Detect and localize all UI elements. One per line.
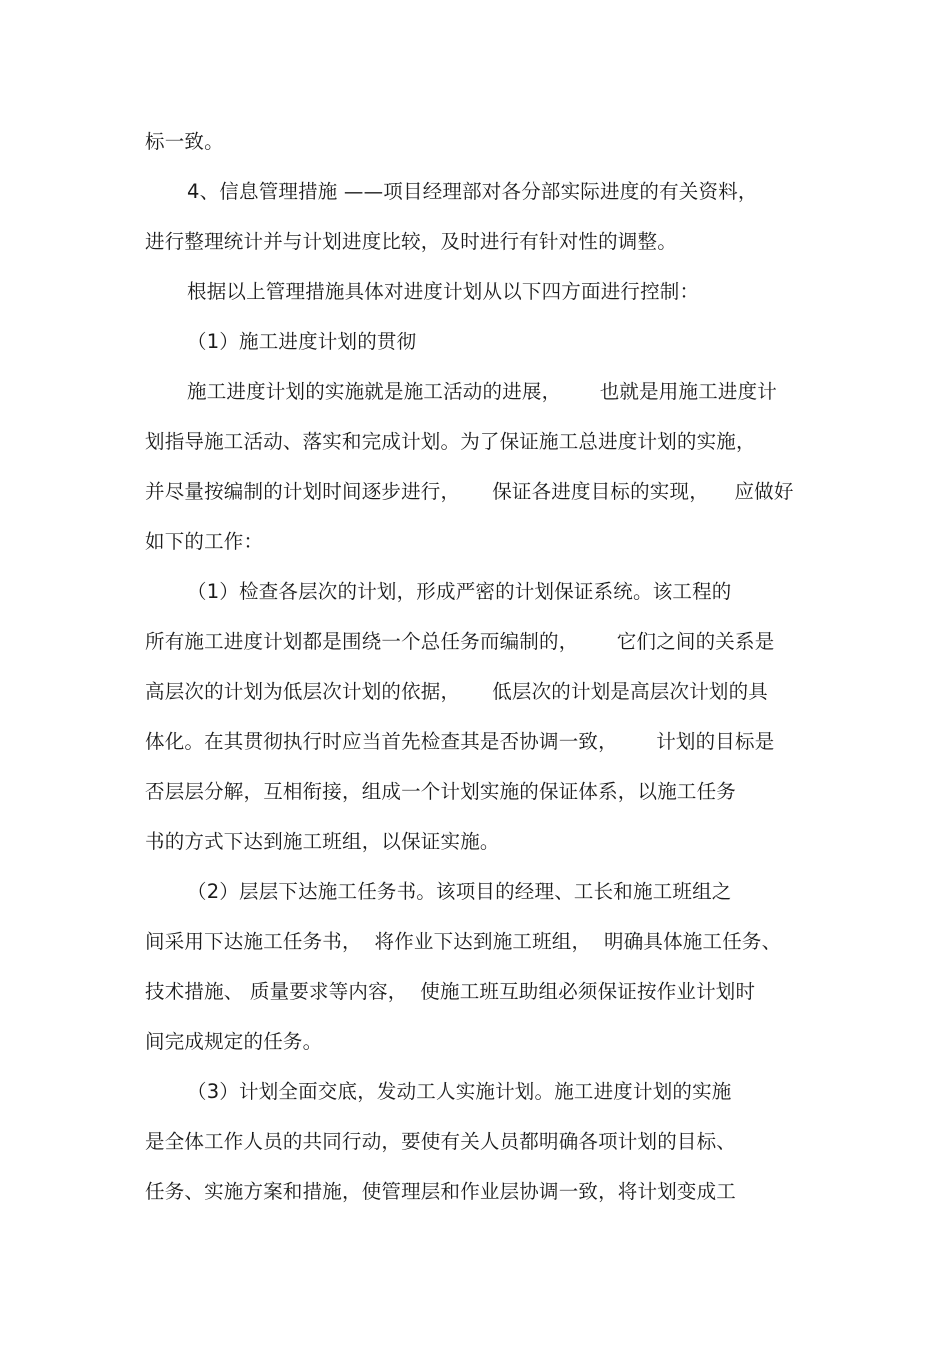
text-line: 所有施工进度计划都是围绕一个总任务而编制的， 它们之间的关系是 [145, 630, 775, 653]
text-line: 进行整理统计并与计划进度比较，及时进行有针对性的调整。 [145, 230, 677, 253]
text-line: 书的方式下达到施工班组，以保证实施。 [145, 830, 500, 853]
text-line: 并尽量按编制的计划时间逐步进行， 保证各进度目标的实现， 应做好 [145, 480, 794, 503]
text-line: （3）计划全面交底，发动工人实施计划。施工进度计划的实施 [187, 1080, 732, 1103]
text-line: 间采用下达施工任务书， 将作业下达到施工班组， 明确具体施工任务、 [145, 930, 782, 953]
text-line: 高层次的计划为低层次计划的依据， 低层次的计划是高层次计划的具 [145, 680, 768, 703]
subheading: （1）施工进度计划的贯彻 [187, 330, 417, 353]
text-line: 技术措施、 质量要求等内容， 使施工班互助组必须保证按作业计划时 [145, 980, 756, 1003]
text-line: 施工进度计划的实施就是施工活动的进展， 也就是用施工进度计 [187, 380, 777, 403]
text-line: 4、信息管理措施 ——项目经理部对各分部实际进度的有关资料， [187, 180, 758, 203]
text-line: 如下的工作： [145, 530, 264, 553]
text-line: 任务、实施方案和措施，使管理层和作业层协调一致，将计划变成工 [145, 1180, 737, 1203]
text-line: 间完成规定的任务。 [145, 1030, 323, 1053]
text-line: （1）检查各层次的计划，形成严密的计划保证系统。该工程的 [187, 580, 732, 603]
text-line: 体化。在其贯彻执行时应当首先检查其是否协调一致， 计划的目标是 [145, 730, 775, 753]
text-line: 划指导施工活动、落实和完成计划。为了保证施工总进度计划的实施， [145, 430, 756, 453]
text-line: 否层层分解，互相衔接，组成一个计划实施的保证体系，以施工任务 [145, 780, 737, 803]
text-line: 是全体工作人员的共同行动，要使有关人员都明确各项计划的目标、 [145, 1130, 737, 1153]
text-line: 根据以上管理措施具体对进度计划从以下四方面进行控制： [187, 280, 700, 303]
text-line: 标一致。 [145, 130, 224, 153]
text-line: （2）层层下达施工任务书。该项目的经理、工长和施工班组之 [187, 880, 732, 903]
